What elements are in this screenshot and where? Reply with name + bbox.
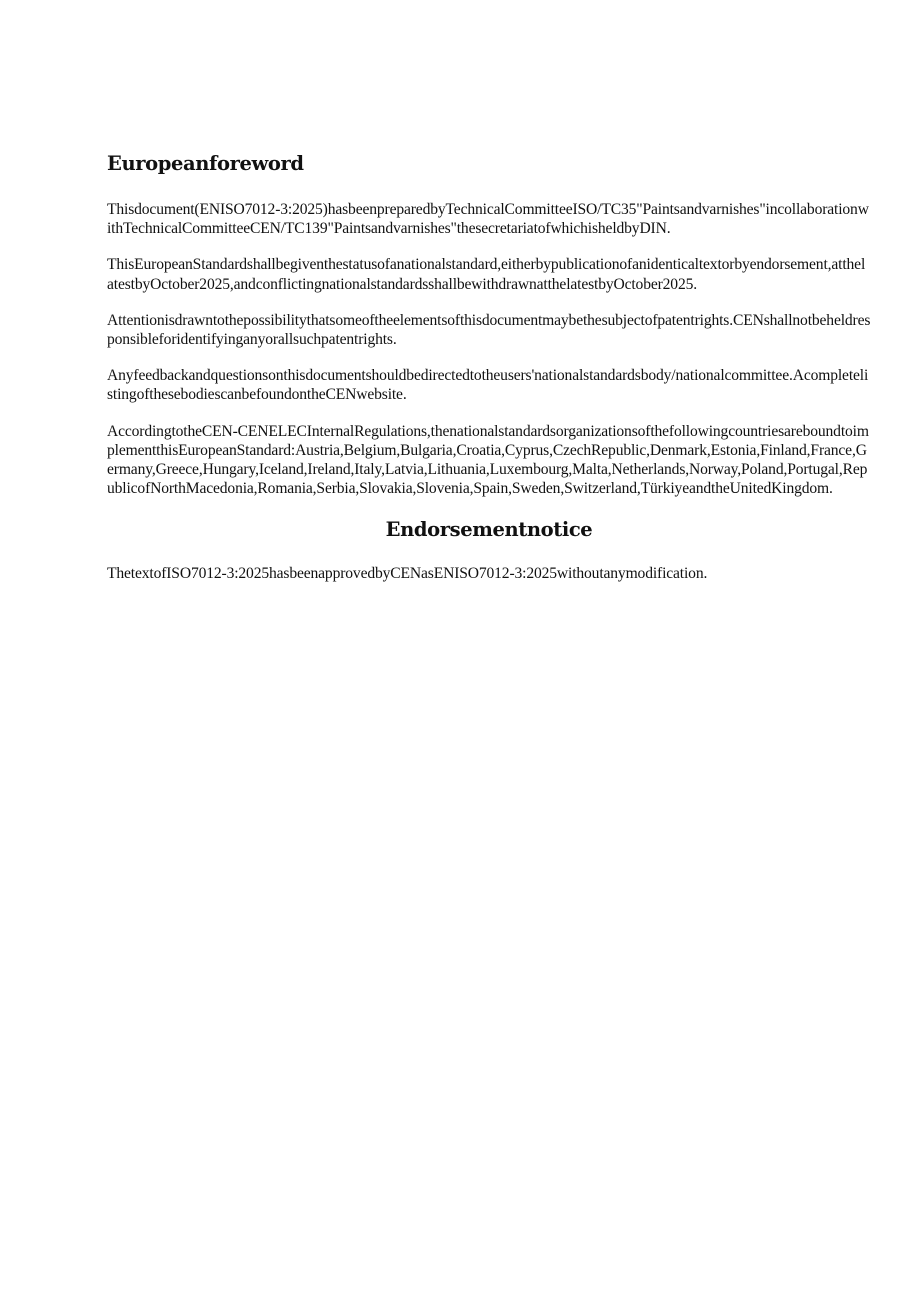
foreword-paragraph-4: Anyfeedbackandquestionsonthisdocumentshouldbedirectedtotheusers'nationalstandardsbody/nationalcommittee.AcompletelistingofthesebodiescanbefoundontheCENwebsite. <box>107 367 869 404</box>
endorsement-notice-text: ThetextofISO7012-3:2025hasbeenapprovedbyCENasENISO7012-3:2025withoutanymodification. <box>107 565 708 583</box>
foreword-paragraph-5: AccordingtotheCEN-CENELECInternalRegulations,thenationalstandardsorganizationsofthefollowingcountriesareboundtoimplementthisEuropeanStandard:Austria,Belgium,Bulgaria,Croatia,Cyprus,CzechRepublic,Denmark,Estonia,Finland,France,Germany,Greece,Hungary,Iceland,Ireland,Italy,Latvia,Lithuania,Luxembourg,Malta,Netherlands,Norway,Poland,Portugal,RepublicofNorthMacedonia,Romania,Serbia,Slovakia,Slovenia,Spain,Sweden,Switzerland,TürkiyeandtheUnitedKingdom. <box>107 422 869 498</box>
foreword-paragraph-1: Thisdocument(ENISO7012-3:2025)hasbeenpreparedbyTechnicalCommitteeISO/TC35"Paintsandvarnishes"incollaborationwithTechnicalCommitteeCEN/TC139"Paintsandvarnishes"thesecretariatofwhichisheldbyDIN. <box>107 201 869 238</box>
foreword-paragraph-3: Attentionisdrawntothepossibilitythatsomeoftheelementsofthisdocumentmaybethesubjectofpatentrights.CENshallnotbeheldresponsibleforidentifyinganyorallsuchpatentrights. <box>107 311 871 349</box>
foreword-paragraph-2: ThisEuropeanStandardshallbegiventhestatusofanationalstandard,eitherbypublicationofanidenticaltextorbyendorsement,atthelatestbyOctober2025,andconflictingnationalstandardsshallbewithdrawnatthelatestbyOctober2025. <box>107 256 866 293</box>
endorsement-notice-section <box>107 516 871 583</box>
european-foreword-heading: Europeanforeword <box>107 152 304 175</box>
document-page <box>107 150 871 601</box>
european-foreword-section <box>107 150 871 498</box>
endorsement-notice-heading: Endorsementnotice <box>385 518 593 542</box>
